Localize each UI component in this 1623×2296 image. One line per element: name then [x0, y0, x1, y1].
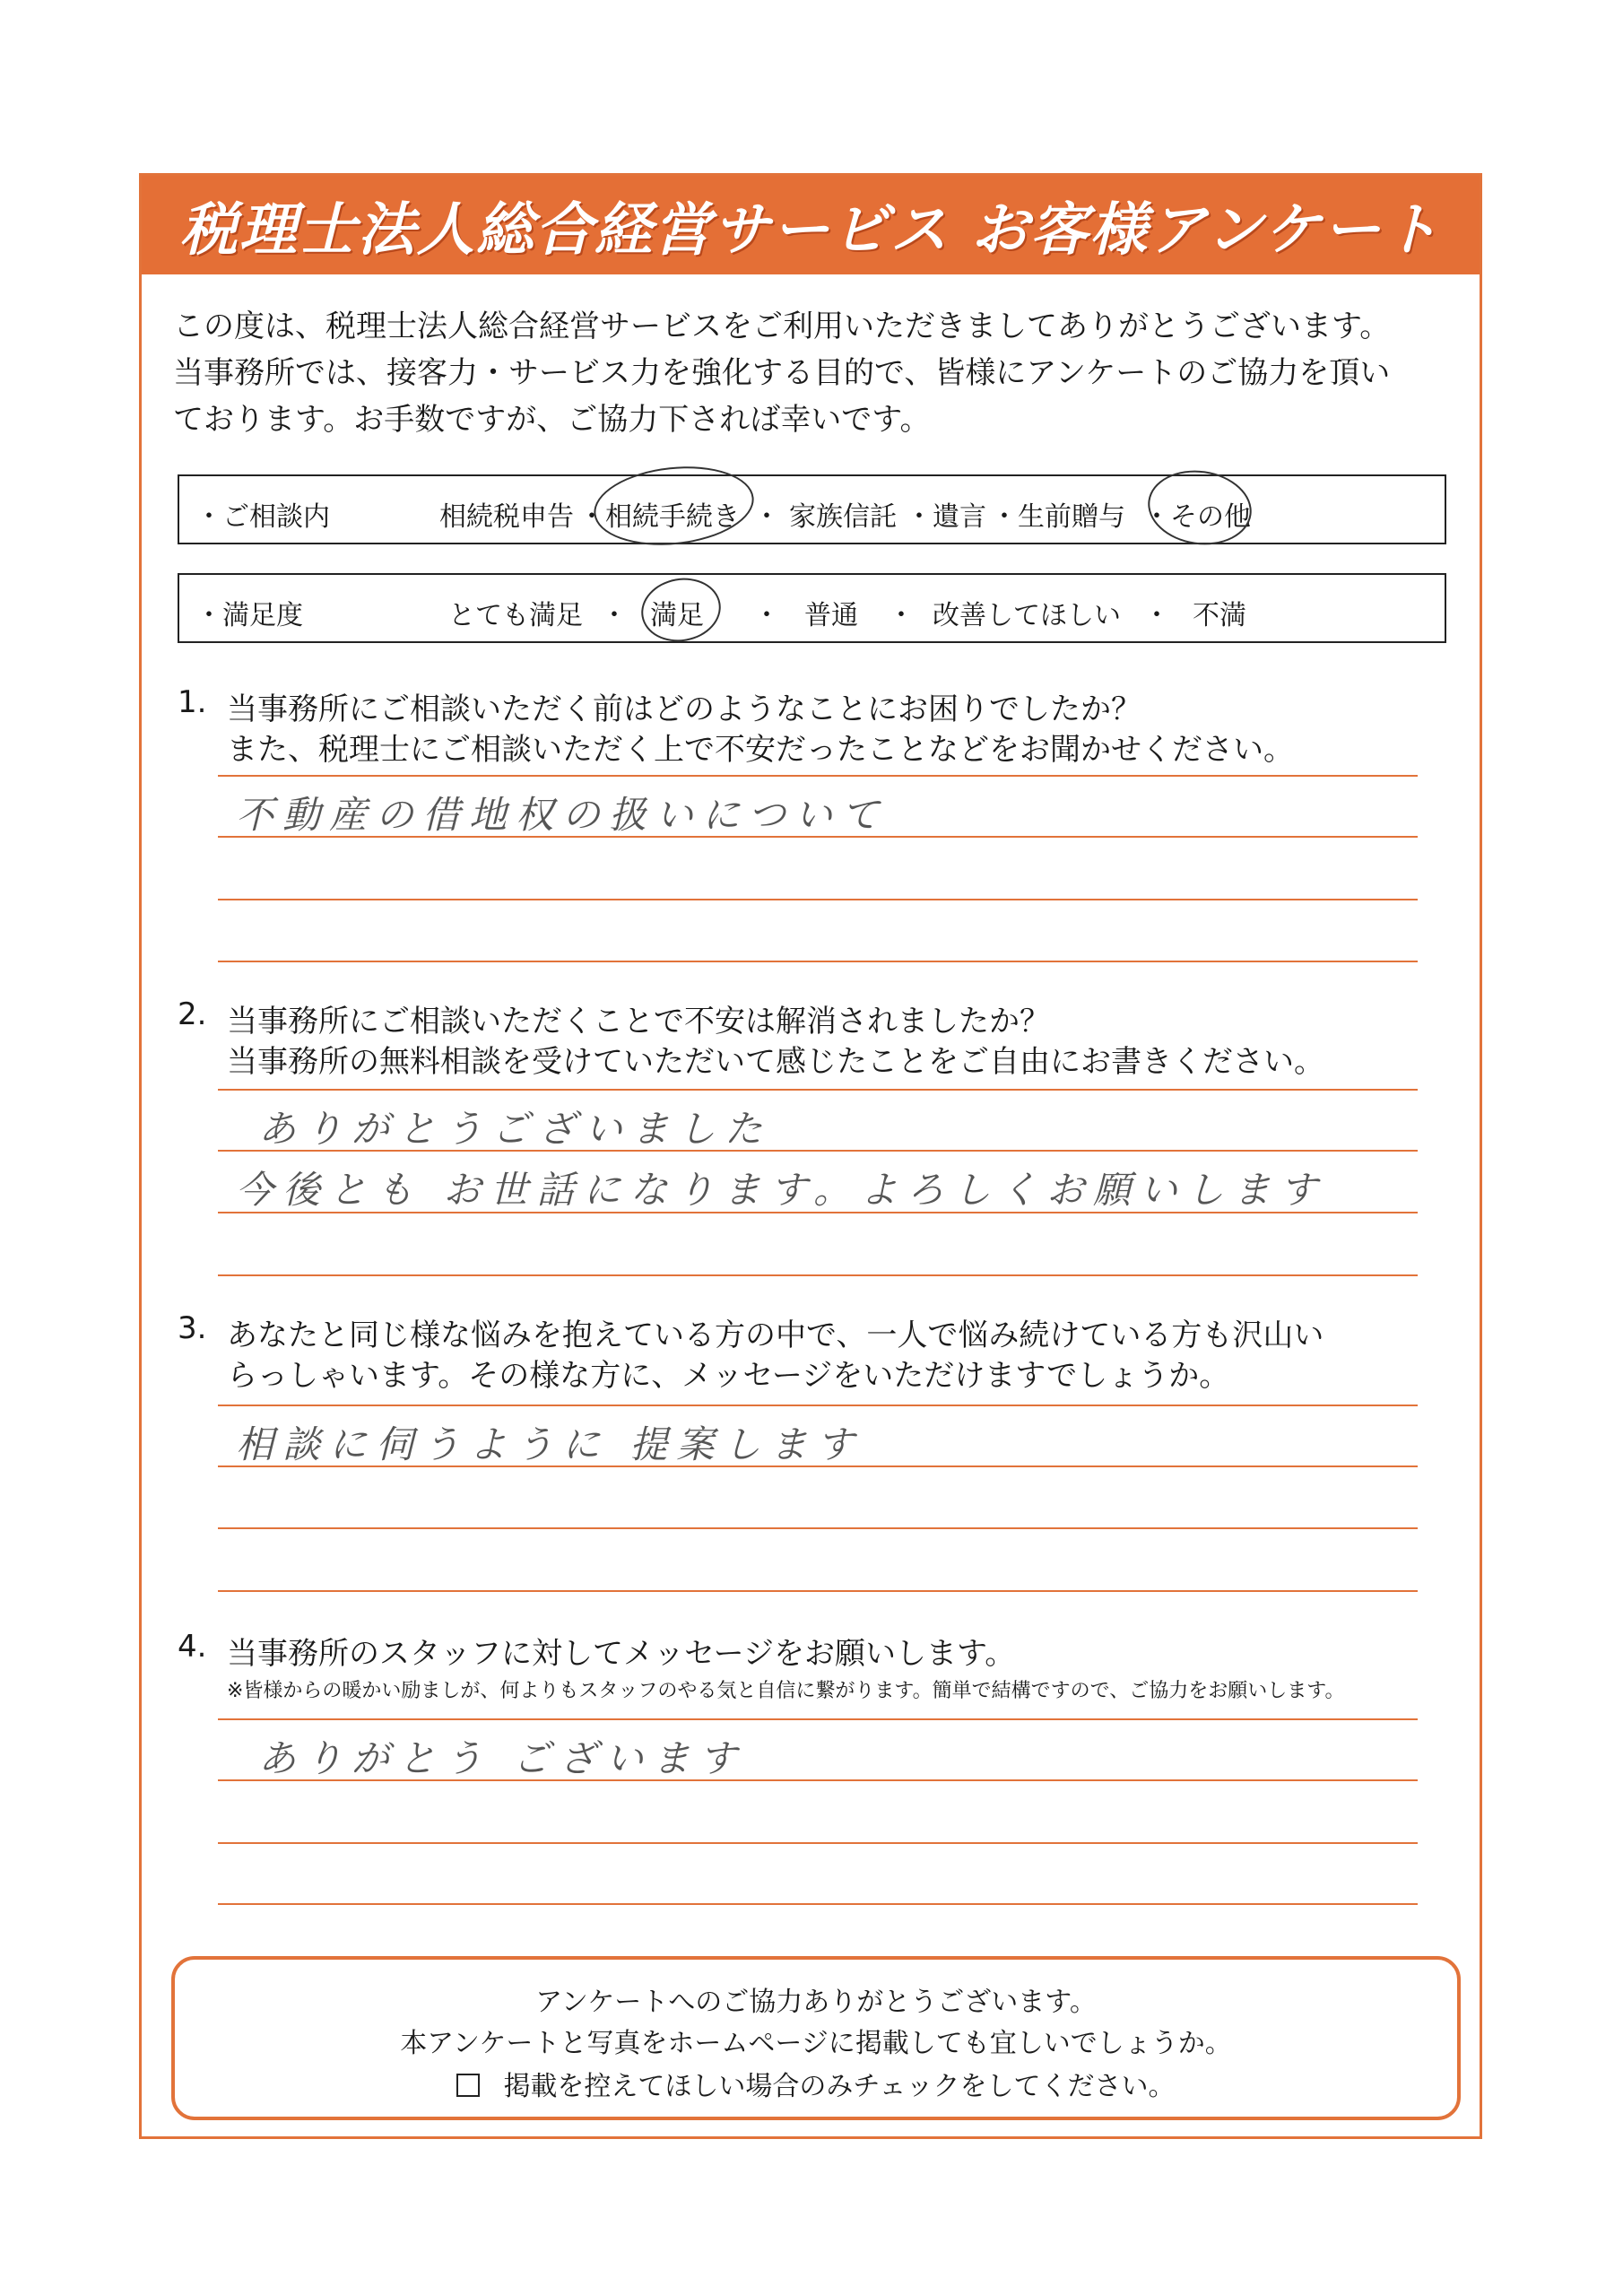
consultation-option[interactable]: 生前贈与	[1018, 501, 1125, 533]
answer-line	[218, 961, 1418, 962]
question-text: また、税理士にご相談いただく上で不安だったことなどをお聞かせください。	[227, 732, 1294, 768]
intro-line: ております。お手数ですが、ご協力下されば幸いです。	[173, 402, 931, 438]
question-text: 当事務所にご相談いただく前はどのようなことにお困りでしたか？	[227, 691, 1141, 727]
question-number: 2.	[178, 996, 207, 1032]
question-note: ※皆様からの暖かい励ましが、何よりもスタッフのやる気と自信に繋がります。簡単で結構ですので、ご協力をお願いします。	[227, 1680, 1345, 1702]
separator-dot: ・	[1143, 600, 1170, 631]
satisfaction-box	[178, 573, 1446, 643]
answer-line	[218, 1274, 1418, 1276]
consultation-option[interactable]: 遺言	[933, 501, 986, 533]
intro-line: この度は、税理士法人総合経営サービスをご利用いただきましてありがとうございます。	[173, 309, 1391, 344]
question-text: 当事務所のスタッフに対してメッセージをお願いします。	[227, 1636, 1016, 1672]
question-number: 3.	[178, 1310, 207, 1346]
selection-circle-mark	[1143, 464, 1256, 551]
answer-line	[218, 1718, 1418, 1720]
survey-title: 税理士法人総合経営サービス お客様アンケート	[179, 197, 1442, 264]
satisfaction-label: ・満足度	[195, 600, 303, 631]
consultation-option[interactable]: 相続手続き	[605, 501, 740, 533]
footer-box	[171, 1956, 1461, 2120]
survey-sheet	[139, 173, 1482, 2139]
handwritten-answer: 相談に伺うように 提案します	[236, 1422, 864, 1466]
handwritten-answer: ありがとうございました	[258, 1107, 772, 1151]
handwritten-answer: 不動産の借地权の扱いについて	[236, 793, 889, 837]
question-text: 当事務所の無料相談を受けていただいて感じたことをご自由にお書きください。	[227, 1044, 1324, 1080]
selection-circle-mark	[637, 572, 726, 648]
separator-dot: ・	[906, 501, 933, 533]
survey-header	[142, 176, 1480, 274]
separator-dot: ・	[601, 600, 628, 631]
answer-line	[218, 1842, 1418, 1844]
satisfaction-option[interactable]: 改善してほしい	[933, 600, 1121, 631]
footer-question: 本アンケートと写真をホームページに掲載しても宜しいでしょうか。	[400, 2028, 1232, 2059]
answer-line	[218, 1089, 1418, 1091]
checkbox-label: 掲載を控えてほしい場合のみチェックをしてください。	[503, 2071, 1176, 2102]
separator-dot: ・	[888, 600, 915, 631]
separator-dot: ・	[753, 501, 780, 533]
question-text: 当事務所にご相談いただくことで不安は解消されましたか？	[227, 1004, 1050, 1039]
separator-dot: ・	[753, 600, 780, 631]
satisfaction-option[interactable]: 普通	[804, 600, 858, 631]
answer-line	[218, 775, 1418, 777]
answer-line	[218, 1903, 1418, 1905]
handwritten-answer: ありがとう ございます	[258, 1736, 746, 1780]
answer-line	[218, 899, 1418, 900]
question-number: 4.	[178, 1629, 207, 1665]
separator-dot: ・	[991, 501, 1018, 533]
satisfaction-option[interactable]: とても満足	[448, 600, 583, 631]
separator-dot: ・	[1143, 501, 1170, 533]
intro-line: 当事務所では、接客力・サービス力を強化する目的で、皆様にアンケートのご協力を頂い	[173, 355, 1391, 391]
question-text: あなたと同じ様な悩みを抱えている方の中で、一人で悩み続けている方も沢山い	[227, 1318, 1324, 1353]
separator-dot: ・	[578, 501, 605, 533]
consultation-option[interactable]: 相続税申告	[439, 501, 574, 533]
satisfaction-option[interactable]: 満足	[650, 600, 704, 631]
consultation-option[interactable]: その他	[1170, 501, 1251, 533]
footer-thanks: アンケートへのご協力ありがとうございます。	[535, 1987, 1097, 2018]
publish-opt-out-checkbox[interactable]	[456, 2074, 480, 2097]
consultation-box	[178, 474, 1446, 544]
question-text: らっしゃいます。その様な方に、メッセージをいただけますでしょうか。	[227, 1358, 1230, 1394]
consultation-option[interactable]: 家族信託	[789, 501, 897, 533]
consultation-label: ・ご相談内	[195, 501, 330, 533]
satisfaction-option[interactable]: 不満	[1193, 600, 1246, 631]
answer-line	[218, 1405, 1418, 1406]
footer-checkbox-row	[175, 2064, 1457, 2103]
answer-line	[218, 1590, 1418, 1592]
answer-line	[218, 1527, 1418, 1529]
handwritten-answer: 今後とも お世話になります。よろしくお願いします	[236, 1168, 1326, 1212]
question-number: 1.	[178, 684, 207, 720]
selection-circle-mark	[590, 459, 758, 552]
intro-text	[173, 303, 1464, 443]
